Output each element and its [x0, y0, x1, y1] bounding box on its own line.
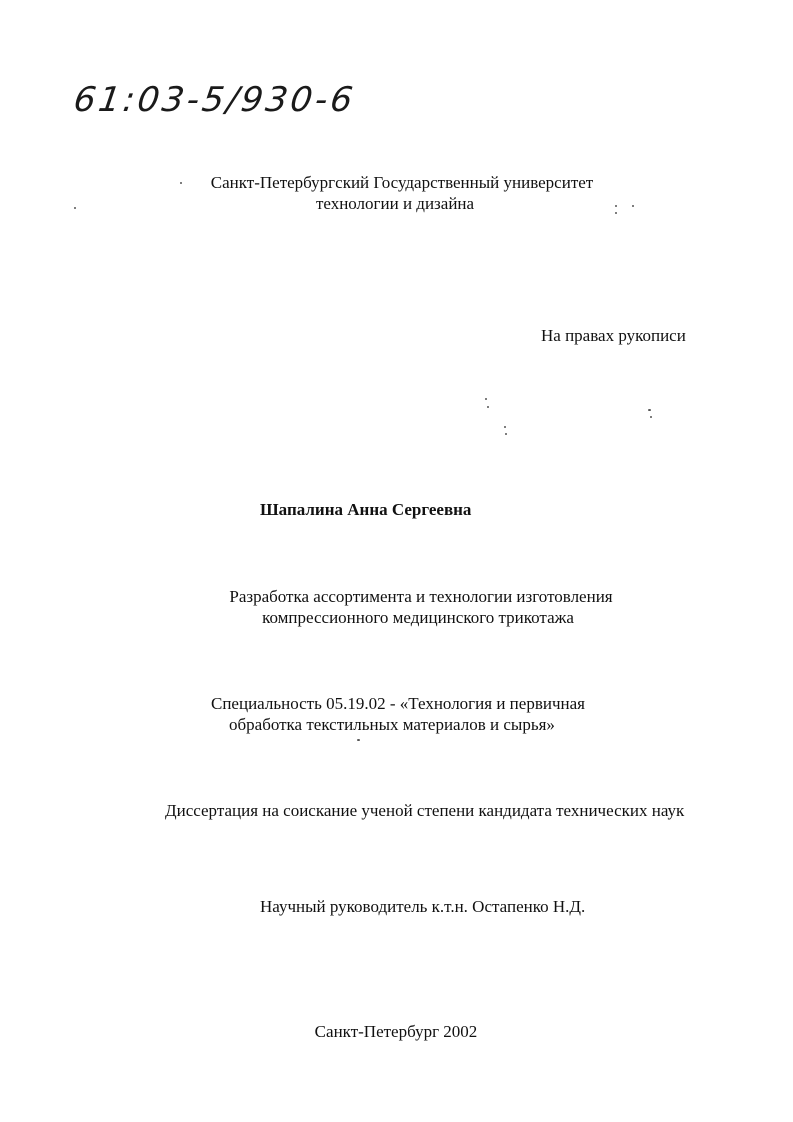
- institution-line-1: Санкт-Петербургский Государственный университет: [210, 173, 594, 192]
- scan-speck: [615, 212, 617, 214]
- scan-speck: [485, 398, 487, 400]
- specialty-line-2: обработка текстильных материалов и сырья»: [229, 715, 555, 734]
- scan-speck: [180, 182, 182, 184]
- scan-speck: [357, 739, 360, 741]
- scan-speck: [650, 416, 652, 418]
- scan-speck: [504, 426, 506, 428]
- supervisor: Научный руководитель к.т.н. Остапенко Н.Д.: [260, 897, 586, 916]
- title-line-2: компрессионного медицинского трикотажа: [262, 608, 574, 627]
- manuscript-rights: На правах рукописи: [541, 326, 686, 345]
- scan-speck: [632, 205, 634, 207]
- archive-number: 61:03-5/930-6: [71, 80, 358, 120]
- institution-line-2: технологии и дизайна: [315, 194, 475, 213]
- scan-speck: [487, 406, 489, 408]
- degree-statement: Диссертация на соискание ученой степени кандидата технических наук: [165, 801, 685, 820]
- scan-speck: [74, 207, 76, 209]
- author-name: Шапалина Анна Сергеевна: [260, 500, 472, 519]
- city-year: Санкт-Петербург 2002: [314, 1022, 478, 1041]
- title-line-1: Разработка ассортимента и технологии изготовления: [229, 587, 613, 606]
- scan-speck: [615, 205, 617, 207]
- specialty-line-1: Специальность 05.19.02 - «Технология и первичная: [211, 694, 585, 713]
- scan-speck: [505, 433, 507, 435]
- scan-speck: [648, 409, 651, 411]
